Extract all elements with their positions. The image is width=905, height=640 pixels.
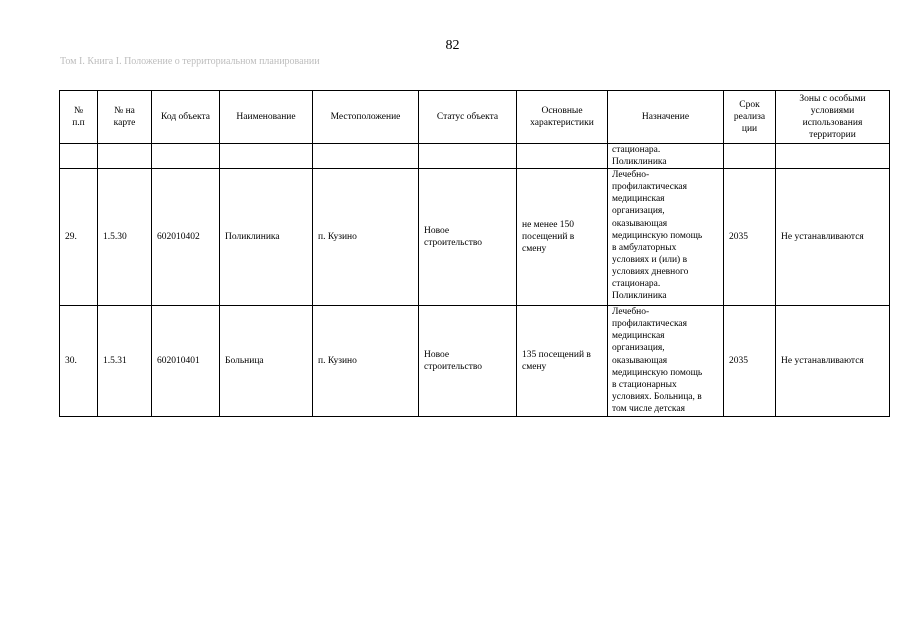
zones-cell: Не устанавливаются	[776, 169, 890, 306]
term-cell: 2035	[724, 306, 776, 417]
name-cell: Поликлиника	[220, 169, 313, 306]
characteristics-cell: 135 посещений в смену	[517, 306, 608, 417]
purpose-cell: Лечебно- профилактическая медицинская организация, оказывающая медицинскую помощь в стационарных условиях. Больница, в том числе детская	[608, 306, 724, 417]
location-cell: п. Кузино	[313, 169, 419, 306]
table-cell	[220, 144, 313, 169]
table-cell	[152, 144, 220, 169]
table-cell	[517, 144, 608, 169]
map-num-cell: 1.5.31	[98, 306, 152, 417]
num-cell: 30.	[60, 306, 98, 417]
num-cell: 29.	[60, 169, 98, 306]
header-status: Статус объекта	[419, 91, 517, 144]
location-cell: п. Кузино	[313, 306, 419, 417]
zones-cell: Не устанавливаются	[776, 306, 890, 417]
page-number: 82	[445, 38, 460, 53]
status-cell: Новое строительство	[419, 306, 517, 417]
table-row	[60, 306, 890, 417]
header-purpose: Назначение	[608, 91, 724, 144]
header-term: Срок реализа ции	[724, 91, 776, 144]
map-num-cell: 1.5.30	[98, 169, 152, 306]
term-cell: 2035	[724, 169, 776, 306]
table-cell	[60, 144, 98, 169]
table-header-row	[60, 91, 890, 144]
table-cell	[724, 144, 776, 169]
table-row	[60, 169, 890, 306]
table-cell	[313, 144, 419, 169]
status-cell: Новое строительство	[419, 169, 517, 306]
header-location: Местоположение	[313, 91, 419, 144]
objects-table	[59, 90, 890, 417]
purpose-cell: Лечебно- профилактическая медицинская организация, оказывающая медицинскую помощь в амбулаторных условиях и (или) в условиях дневного стационара. Поликлиника	[608, 169, 724, 306]
characteristics-cell: не менее 150 посещений в смену	[517, 169, 608, 306]
name-cell: Больница	[220, 306, 313, 417]
table-cell	[776, 144, 890, 169]
table-cell	[419, 144, 517, 169]
code-cell: 602010401	[152, 306, 220, 417]
header-num: № п.п	[60, 91, 98, 144]
header-zones: Зоны с особыми условиями использования территории	[776, 91, 890, 144]
table-cell	[98, 144, 152, 169]
table-row-continuation	[60, 144, 890, 169]
header-map-num: № на карте	[98, 91, 152, 144]
header-characteristics: Основные характеристики	[517, 91, 608, 144]
purpose-cell: стационара. Поликлиника	[608, 144, 724, 169]
header-code: Код объекта	[152, 91, 220, 144]
header-name: Наименование	[220, 91, 313, 144]
code-cell: 602010402	[152, 169, 220, 306]
running-header: Том I. Книга I. Положение о территориальном планировании	[60, 56, 320, 67]
